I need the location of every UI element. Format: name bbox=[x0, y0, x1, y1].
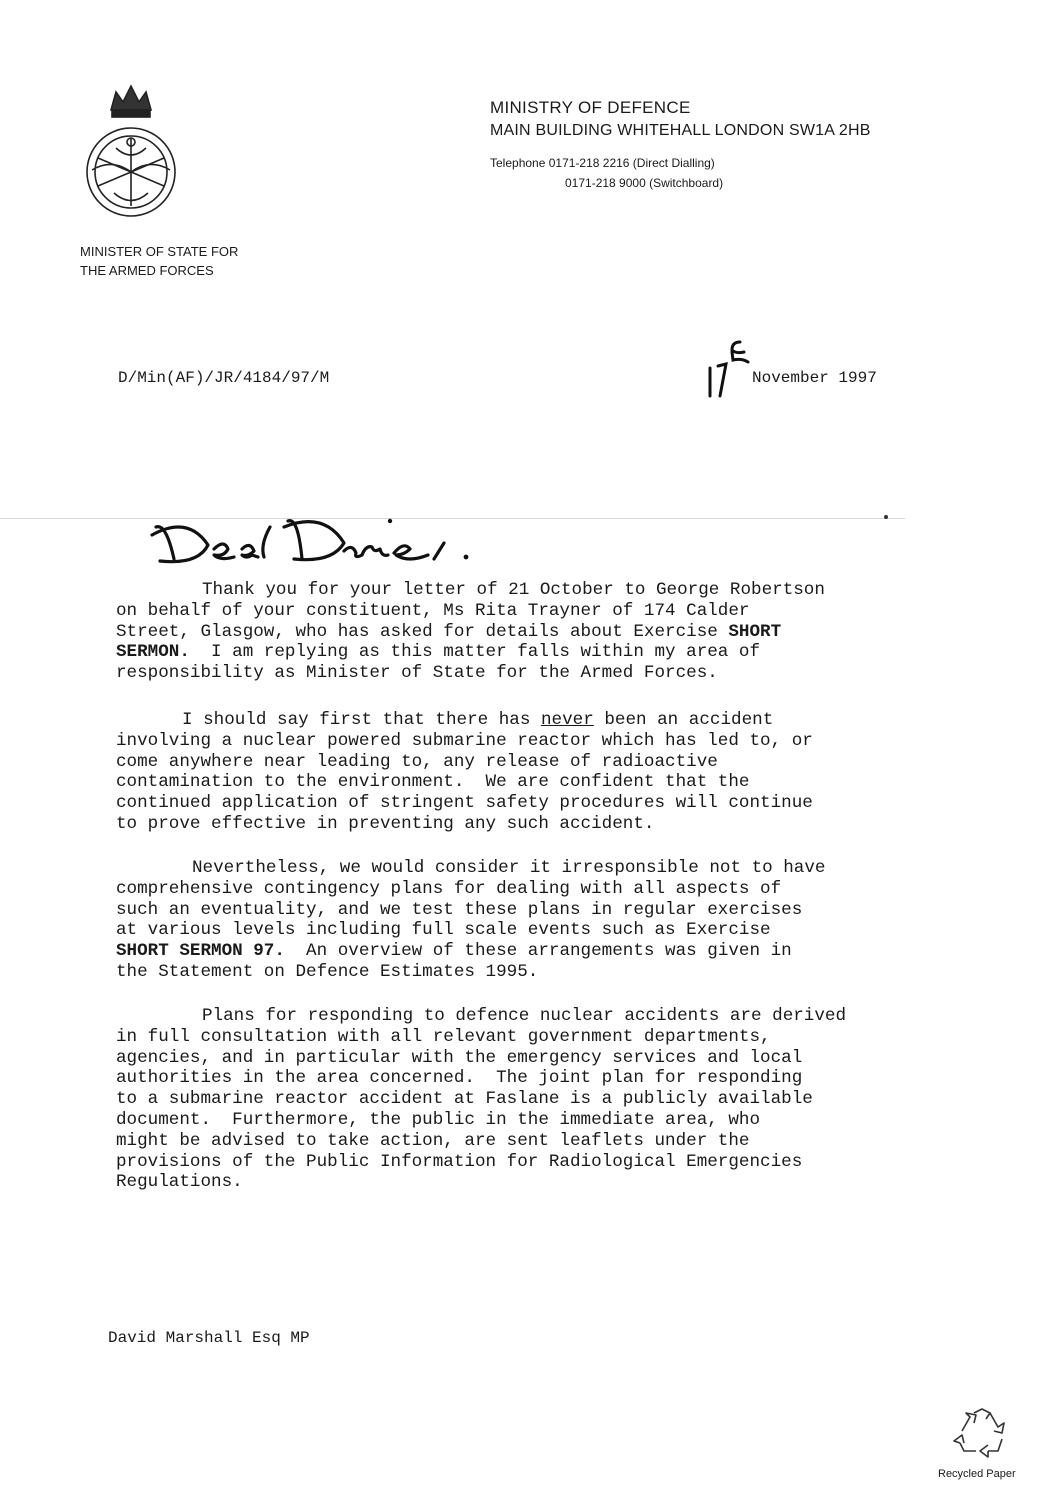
text-line: might be advised to take action, are sent leaflets under the bbox=[116, 1130, 750, 1151]
exercise-name: SHORT SERMON 97. bbox=[116, 941, 285, 962]
text-line: been an accident bbox=[593, 710, 774, 730]
paragraph-4 bbox=[116, 1006, 846, 1193]
letter-date: November 1997 bbox=[752, 369, 877, 387]
text-line: at various levels including full scale events such as Exercise bbox=[116, 920, 771, 941]
text-line: such an eventuality, and we test these plans in regular exercises bbox=[116, 899, 803, 920]
paragraph-1 bbox=[116, 580, 825, 684]
text-line: Plans for responding to defence nuclear accidents are derived bbox=[202, 1006, 847, 1026]
text-line: agencies, and in particular with the emergency services and local bbox=[116, 1047, 803, 1068]
handwritten-day bbox=[700, 330, 760, 400]
exercise-name: SHORT bbox=[728, 621, 782, 642]
reference-number: D/Min(AF)/JR/4184/97/M bbox=[118, 369, 330, 387]
text-line: An overview of these arrangements was given in bbox=[284, 941, 792, 962]
text-line: responsibility as Minister of State for the Armed Forces. bbox=[116, 663, 718, 684]
paragraph-3 bbox=[116, 858, 825, 983]
text-line: the Statement on Defence Estimates 1995. bbox=[116, 961, 539, 982]
text-line: I am replying as this matter falls within my area of bbox=[189, 642, 761, 663]
text-line: involving a nuclear powered submarine reactor which has led to, or bbox=[116, 730, 813, 751]
emphasis-never: never bbox=[540, 710, 594, 730]
mod-crest-icon bbox=[78, 78, 184, 228]
office-title-line1: MINISTER OF STATE FOR bbox=[80, 244, 239, 259]
text-line: comprehensive contingency plans for dealing with all aspects of bbox=[116, 878, 782, 899]
office-title-line2: THE ARMED FORCES bbox=[80, 263, 214, 278]
salutation bbox=[148, 505, 478, 575]
text-line: to prove effective in preventing any such accident. bbox=[116, 813, 655, 834]
organisation-address: MAIN BUILDING WHITEHALL LONDON SW1A 2HB bbox=[490, 122, 871, 139]
text-line: continued application of stringent safety procedures will continue bbox=[116, 793, 813, 814]
text-line: document. Furthermore, the public in the immediate area, who bbox=[116, 1109, 761, 1130]
addressee: David Marshall Esq MP bbox=[108, 1329, 310, 1347]
text-line: Nevertheless, we would consider it irresponsible not to have bbox=[192, 858, 826, 878]
text-line: contamination to the environment. We are confident that the bbox=[116, 772, 750, 793]
text-line: Thank you for your letter of 21 October to George Robertson bbox=[202, 580, 825, 600]
text-line: in full consultation with all relevant government departments, bbox=[116, 1026, 771, 1047]
text-line: to a submarine reactor accident at Faslane is a publicly available bbox=[116, 1089, 813, 1110]
text-line: Street, Glasgow, who has asked for details about Exercise bbox=[116, 621, 729, 642]
organisation-name: MINISTRY OF DEFENCE bbox=[490, 98, 691, 117]
text-line: Regulations. bbox=[116, 1172, 243, 1193]
telephone-switchboard: 0171-218 9000 (Switchboard) bbox=[565, 176, 724, 190]
text-line: on behalf of your constituent, Ms Rita Trayner of 174 Calder bbox=[116, 600, 750, 621]
text-line: come anywhere near leading to, any release of radioactive bbox=[116, 751, 718, 772]
text-line: I should say first that there has bbox=[182, 710, 541, 730]
paragraph-2 bbox=[116, 710, 813, 835]
speck bbox=[884, 515, 888, 519]
handwritten-salutation bbox=[148, 505, 478, 575]
recycled-paper-label: Recycled Paper bbox=[938, 1468, 1016, 1480]
telephone-direct: Telephone 0171-218 2216 (Direct Dialling) bbox=[490, 156, 715, 170]
recycle-icon bbox=[952, 1405, 1012, 1465]
text-line: authorities in the area concerned. The joint plan for responding bbox=[116, 1068, 803, 1089]
text-line: provisions of the Public Information for Radiological Emergencies bbox=[116, 1151, 803, 1172]
exercise-name: SERMON. bbox=[116, 642, 190, 663]
